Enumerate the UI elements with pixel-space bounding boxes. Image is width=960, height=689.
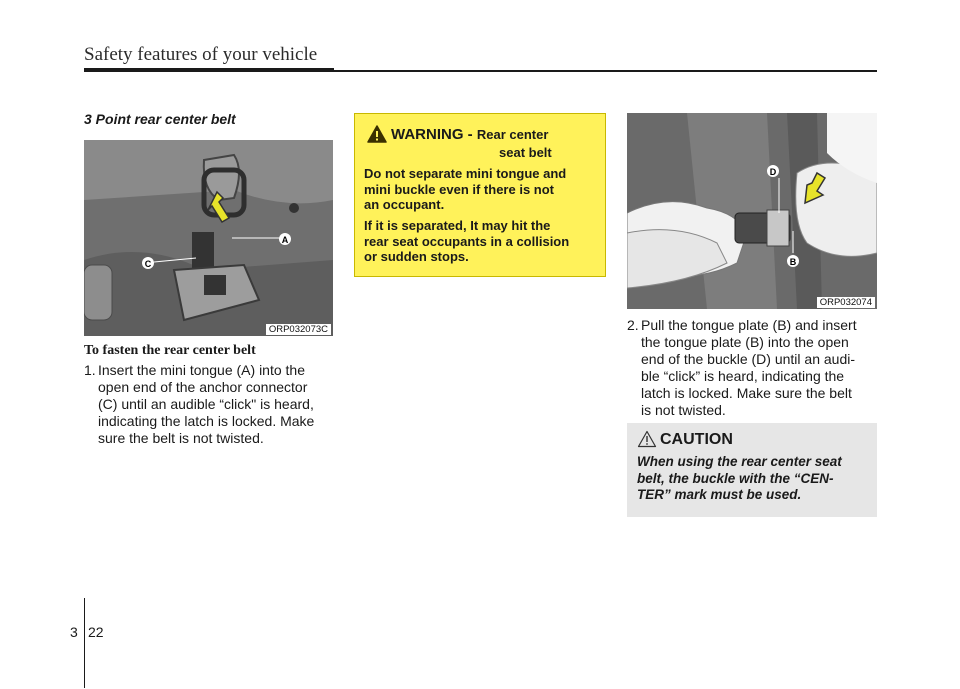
page-number: 22 (88, 624, 104, 640)
warning-title (391, 126, 548, 143)
caution-title: CAUTION (660, 431, 733, 448)
warning-line: If it is separated, It may hit the (364, 218, 551, 233)
instruction-subheading: To fasten the rear center belt (84, 343, 256, 358)
caution-triangle-icon (637, 430, 657, 448)
photo-label-b: B (789, 257, 797, 267)
step-text-line: is not twisted. (641, 402, 726, 418)
photo-label-c: C (144, 259, 152, 269)
warning-line: rear seat occupants in a collision (364, 233, 570, 249)
caution-line: When using the rear center seat (637, 454, 842, 469)
warning-paragraph-2 (364, 218, 600, 265)
warning-label: WARNING - (391, 126, 473, 143)
section-heading: 3 Point rear center belt (84, 111, 236, 127)
warning-line: mini buckle even if there is not (364, 181, 554, 197)
caution-box (627, 423, 877, 517)
photo-code-right: ORP032074 (817, 297, 875, 308)
step-text-line: Insert the mini tongue (A) into the (98, 362, 305, 378)
warning-line: an occupant. (364, 197, 445, 212)
warning-triangle-icon (367, 125, 387, 143)
step-text-line: (C) until an audible “click" is heard, (98, 396, 314, 412)
footer-rule (84, 598, 85, 688)
warning-subject-line2: seat belt (499, 145, 552, 160)
step-text-line: sure the belt is not twisted. (98, 430, 264, 446)
photo-label-d: D (769, 167, 777, 177)
caution-line: TER” mark must be used. (637, 487, 802, 502)
warning-box (354, 113, 606, 277)
warning-paragraph-1 (364, 166, 600, 213)
warning-line: or sudden stops. (364, 249, 469, 264)
header-rule (84, 68, 334, 72)
warning-subject: Rear center (476, 127, 549, 142)
step-number: 2. (627, 317, 639, 333)
step-number: 1. (84, 362, 96, 378)
step-text-line: the tongue plate (B) into the open (641, 334, 849, 350)
photo-code-left: ORP032073C (266, 324, 331, 335)
step-text-line: Pull the tongue plate (B) and insert (641, 317, 857, 333)
step-text-line: indicating the latch is locked. Make (98, 413, 315, 429)
caution-text (637, 454, 871, 504)
photo-label-a: A (281, 235, 289, 245)
step-1 (84, 362, 314, 447)
step-text-line: open end of the anchor connector (98, 379, 308, 395)
warning-line: Do not separate mini tongue and (364, 166, 567, 181)
anchor-connector-photo (84, 140, 333, 336)
chapter-number: 3 (70, 624, 78, 640)
step-text-line: latch is locked. Make sure the belt (641, 385, 852, 401)
caution-line: belt, the buckle with the “CEN- (637, 470, 834, 486)
page-header-title: Safety features of your vehicle (84, 44, 318, 65)
step-text-line: end of the buckle (D) until an audi- (641, 351, 856, 367)
step-2 (627, 317, 857, 419)
step-text-line: ble “click” is heard, indicating the (641, 368, 845, 384)
buckle-photo (627, 113, 877, 309)
header-rule-thin (334, 70, 877, 72)
